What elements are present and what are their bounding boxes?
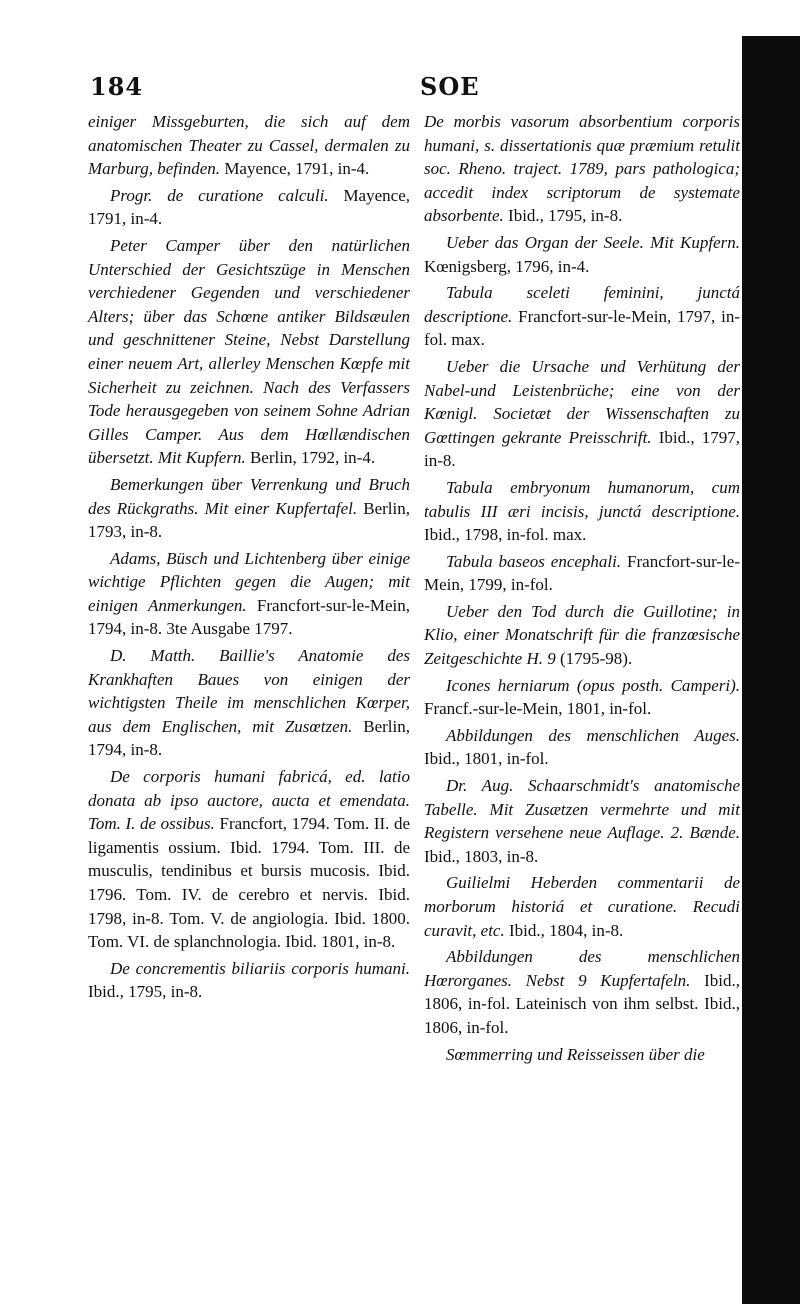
bibliography-entry: De concrementis biliariis corporis humani. Ibid., 1795, in-8. — [88, 958, 410, 1002]
bibliography-entry: De morbis vasorum absorbentium corporis humani, s. dissertationis quæ præmium retulit soc. Rheno. traject. 1789, pars pathologica; accedit index scriptorum de systemate absorbente. Ibid., 1795, in-8. — [424, 112, 740, 226]
running-head: SOE — [420, 72, 480, 101]
bibliography-entry: De corporis humani fabricá, ed. latio donata ab ipso auctore, aucta et emendata. Tom. I. de ossibus. Francfort, 1794. Tom. II. de ligamentis ossium. Ibid. 1794. Tom. III. de musculis, tendinibus et bursis mucosis. Ibid. 1796. Tom. IV. de cerebro et nervis. Ibid. 1798, in-8. Tom. V. de angiologia. Ibid. 1800. Tom. VI. de splanchnologia. Ibid. 1801, in-8. — [88, 767, 411, 952]
bibliography-entry: Guilielmi Heberden commentarii de morborum historiá et curatione. Recudi curavit, etc. Ibid., 1804, in-8. — [424, 873, 740, 940]
bibliography-entry: Tabula baseos encephali. Francfort-sur-le-Mein, 1799, in-fol. — [424, 551, 740, 595]
page-edge-shadow — [742, 36, 800, 1304]
bibliography-entry: D. Matth. Baillie's Anatomie des Krankhaften Baues von einigen der wichtigsten Theile im menschlichen Kœrper, aus dem Englischen, mit Zusœtzen. Berlin, 1794, in-8. — [88, 646, 411, 760]
bibliography-entry: Progr. de curatione calculi. Mayence, 1791, in-4. — [88, 185, 410, 229]
bibliography-entry: Tabula embryonum humanorum, cum tabulis III æri incisis, junctá descriptione. Ibid., 1798, in-fol. max. — [424, 477, 740, 545]
bibliography-entry: Ueber das Organ der Seele. Mit Kupfern. Kœnigsberg, 1796, in-4. — [424, 232, 740, 276]
bibliography-entry: Bemerkungen über Verrenkung und Bruch des Rückgraths. Mit einer Kupfertafel. Berlin, 1793, in-8. — [88, 474, 410, 542]
bibliography-entry: Ueber den Tod durch die Guillotine; in Klio, einer Monatschrift für die franzœsische Zeitgeschichte H. 9 (1795-98). — [424, 601, 740, 669]
bibliography-entry: Adams, Büsch und Lichtenberg über einige wichtige Pflichten gegen die Augen; mit einigen Anmerkungen. Francfort-sur-le-Mein, 1794, in-8. 3te Ausgabe 1797. — [88, 548, 410, 639]
bibliography-entry: Icones herniarum (opus posth. Camperi). Francf.-sur-le-Mein, 1801, in-fol. — [424, 675, 740, 719]
right-column — [424, 110, 740, 1069]
bibliography-entry: Tabula sceleti feminini, junctá descriptione. Francfort-sur-le-Mein, 1797, in-fol. max. — [424, 283, 740, 350]
bibliography-entry: einiger Missgeburten, die sich auf dem anatomischen Theater zu Cassel, dermalen zu Marburg, befinden. Mayence, 1791, in-4. — [88, 112, 410, 179]
bibliography-entry: Dr. Aug. Schaarschmidt's anatomische Tabelle. Mit Zusætzen vermehrte und mit Registern versehene neue Auflage. 2. Bænde. Ibid., 1803, in-8. — [424, 776, 740, 866]
left-column — [88, 110, 410, 1007]
page-header — [90, 72, 740, 102]
bibliography-entry: Ueber die Ursache und Verhütung der Nabel-und Leistenbrüche; eine von der Kœnigl. Societæt der Wissenschaften zu Gœttingen gekrante Preisschrift. Ibid., 1797, in-8. — [424, 356, 741, 471]
bibliography-entry: Sœmmerring und Reisseissen über die — [446, 1044, 705, 1064]
bibliography-entry: Abbildungen des menschlichen Auges. Ibid., 1801, in-fol. — [424, 725, 740, 769]
page-number: 184 — [90, 72, 144, 101]
bibliography-entry: Peter Camper über den natürlichen Unterschied der Gesichtszüge in Menschen verchiedener Gegenden und verschiedener Alters; über das Schœne antiker Bildsæulen und geschnittener Steine, Nebst Darstellung einer neuem Art, allerley Menschen Kœpfe mit Sicherheit zu zeichnen. Nach des Verfassers Tode herausgegeben von seinem Sohne Adrian Gilles Camper. Aus dem Hœllændischen übersetzt. Mit Kupfern. Berlin, 1792, in-4. — [88, 235, 410, 468]
bibliography-entry: Abbildungen des menschlichen Hœrorganes. Nebst 9 Kupfertafeln. Ibid., 1806, in-fol. Lateinisch von ihm selbst. Ibid., 1806, in-fol. — [424, 947, 740, 1037]
